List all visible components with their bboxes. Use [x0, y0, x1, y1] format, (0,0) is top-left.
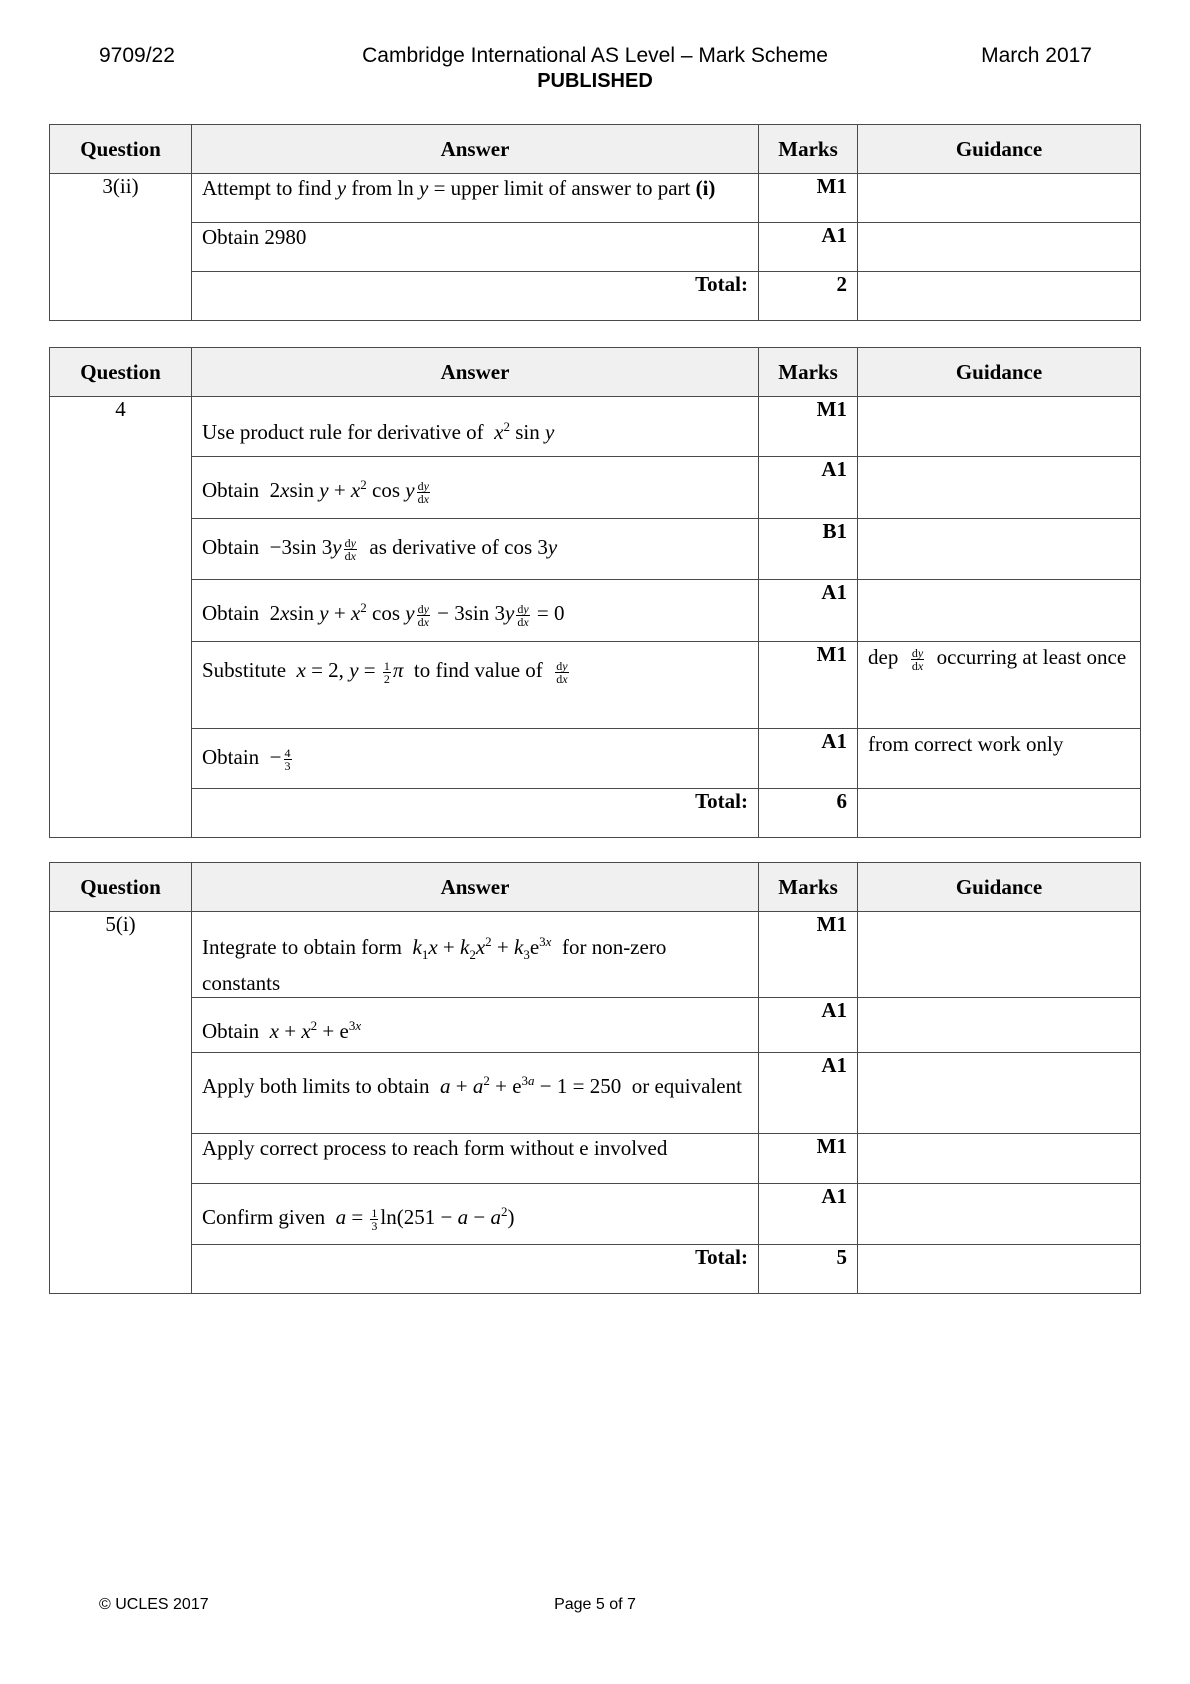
guidance-cell [858, 519, 1141, 580]
answer-cell: Attempt to find y from ln y = upper limit of answer to part (i) [192, 174, 759, 223]
mark-cell: A1 [759, 1053, 858, 1134]
mark-cell: M1 [759, 174, 858, 223]
mark-cell: B1 [759, 519, 858, 580]
question-number: 5(i) [50, 912, 192, 1294]
col-question: Question [50, 125, 192, 174]
published-label: PUBLISHED [537, 70, 653, 92]
guidance-cell [858, 912, 1141, 998]
paper-code: 9709/22 [99, 44, 175, 67]
question-number: 3(ii) [50, 174, 192, 321]
answer-cell: Use product rule for derivative of $x^2$ sin y [192, 397, 759, 457]
total-marks: 2 [759, 272, 858, 321]
answer-cell: Obtain −3sin 3y $\frac{dy}{dx}$ as derivative of cos 3y [192, 519, 759, 580]
answer-cell: Apply correct process to reach form without e involved [192, 1134, 759, 1184]
total-row [50, 789, 1141, 838]
table-row [50, 519, 1141, 580]
guidance-cell [858, 223, 1141, 272]
mark-table-q3 [49, 124, 1141, 321]
answer-cell: Confirm given a = $\frac{1}{3}$ $\ln(251 - a - a^2)$ [192, 1184, 759, 1245]
total-marks: 6 [759, 789, 858, 838]
answer-cell: Apply both limits to obtain $a + a^2 + e^{3a} - 1 = 250$ or equivalent [192, 1053, 759, 1134]
guidance-cell [858, 174, 1141, 223]
mark-table-q4 [49, 347, 1141, 838]
answer-cell: Substitute x = 2, y = $\frac{1}{2}$ π to find value of $\frac{dy}{dx}$ [192, 642, 759, 729]
table-row [50, 580, 1141, 642]
table-header-row [50, 348, 1141, 397]
answer-cell: Obtain 2xsin $y + x^2$ cos y $\frac{dy}{dx}$ [192, 457, 759, 519]
question-number: 4 [50, 397, 192, 838]
table-header-row [50, 125, 1141, 174]
page-number: Page 5 of 7 [554, 1596, 636, 1613]
table-row [50, 1184, 1141, 1245]
guidance-cell [858, 457, 1141, 519]
total-row [50, 1245, 1141, 1294]
total-row [50, 272, 1141, 321]
table-row [50, 174, 1141, 223]
answer-cell: Integrate to obtain form $k_1x + k_2x^2 + k_3e^{3x}$ for non-zero constants [192, 912, 759, 998]
table-row [50, 223, 1141, 272]
guidance-cell [858, 1053, 1141, 1134]
table-row [50, 642, 1141, 729]
mark-cell: M1 [759, 912, 858, 998]
copyright-notice: © UCLES 2017 [99, 1596, 209, 1613]
guidance-cell [858, 1134, 1141, 1184]
answer-cell: Obtain 2980 [192, 223, 759, 272]
total-label: Total: [192, 789, 759, 838]
mark-cell: A1 [759, 1184, 858, 1245]
mark-cell: M1 [759, 642, 858, 729]
col-answer: Answer [192, 348, 759, 397]
guidance-cell: from correct work only [858, 729, 1141, 789]
document-title: Cambridge International AS Level – Mark Scheme [362, 44, 828, 67]
col-marks: Marks [759, 348, 858, 397]
table-row [50, 457, 1141, 519]
total-label: Total: [192, 272, 759, 321]
guidance-cell [858, 580, 1141, 642]
mark-cell: A1 [759, 580, 858, 642]
col-guidance: Guidance [858, 863, 1141, 912]
table-row [50, 729, 1141, 789]
col-question: Question [50, 863, 192, 912]
col-answer: Answer [192, 863, 759, 912]
table-header-row [50, 863, 1141, 912]
answer-cell: Obtain 2xsin $y + x^2$ cos y $\frac{dy}{dx}$ − 3sin 3y $\frac{dy}{dx}$ = 0 [192, 580, 759, 642]
table-row [50, 1134, 1141, 1184]
mark-cell: A1 [759, 998, 858, 1053]
mark-cell: A1 [759, 223, 858, 272]
col-answer: Answer [192, 125, 759, 174]
col-marks: Marks [759, 125, 858, 174]
col-question: Question [50, 348, 192, 397]
answer-cell: Obtain $x + x^2 + e^{3x}$ [192, 998, 759, 1053]
col-guidance: Guidance [858, 125, 1141, 174]
answer-cell: Obtain − $\frac{4}{3}$ [192, 729, 759, 789]
guidance-cell [858, 397, 1141, 457]
guidance-cell [858, 998, 1141, 1053]
guidance-cell [858, 1184, 1141, 1245]
mark-cell: A1 [759, 457, 858, 519]
table-row [50, 1053, 1141, 1134]
table-row [50, 998, 1141, 1053]
col-marks: Marks [759, 863, 858, 912]
mark-cell: M1 [759, 397, 858, 457]
col-guidance: Guidance [858, 348, 1141, 397]
total-marks: 5 [759, 1245, 858, 1294]
table-row [50, 912, 1141, 998]
guidance-cell: dep $\frac{dy}{dx}$ occurring at least once [858, 642, 1141, 729]
mark-table-q5 [49, 862, 1141, 1294]
mark-cell: M1 [759, 1134, 858, 1184]
exam-date: March 2017 [981, 44, 1092, 67]
mark-cell: A1 [759, 729, 858, 789]
table-row [50, 397, 1141, 457]
total-label: Total: [192, 1245, 759, 1294]
